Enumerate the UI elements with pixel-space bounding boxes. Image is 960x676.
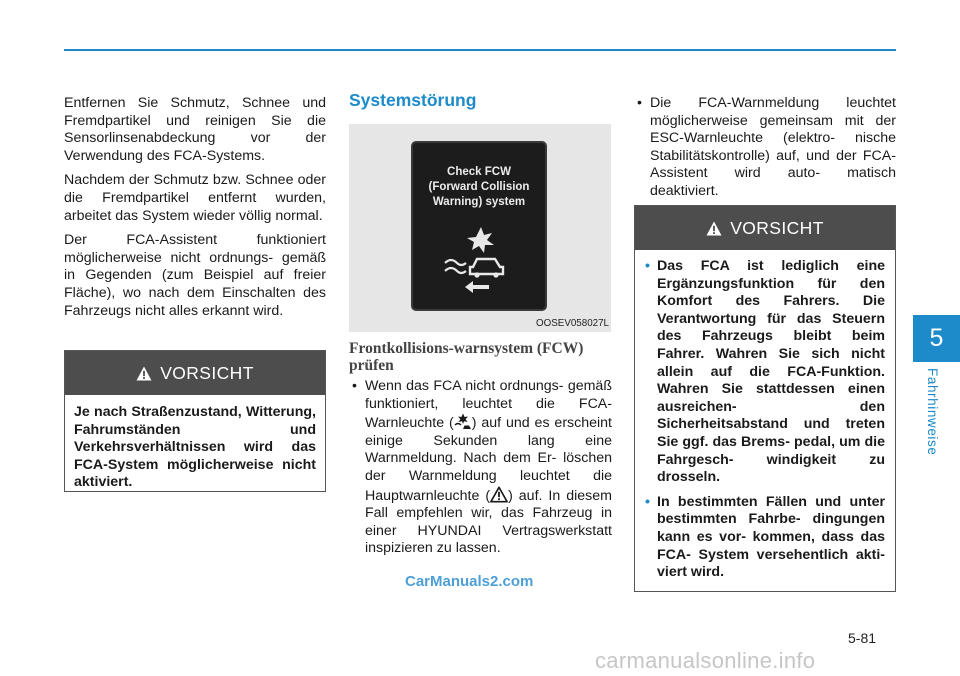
fca-warning-icon [454, 413, 472, 430]
caution-title: VORSICHT [730, 217, 824, 238]
bullet-list [349, 378, 612, 558]
top-rule [64, 49, 896, 51]
paragraph: Entfernen Sie Schmutz, Schnee und Fremdpartikel und reinigen Sie die Sensorlinsenabdeckung vor der Verwendung des FCA-Systems. [64, 95, 326, 164]
caution-header [635, 206, 895, 250]
display-message [413, 165, 545, 210]
chapter-tab[interactable]: 5 [913, 315, 960, 362]
paragraph: Der FCA-Assistent funktioniert möglicherweise nicht ordnungs- gemäß in Gegenden (zum Beispiel auf freier Fläche), wo nach dem Einschalten des Fahrzeugs nicht alles erkannt wird. [64, 232, 326, 319]
caution-item [645, 258, 885, 487]
figure-code: OOSEV058027L [536, 318, 609, 329]
watermark-link[interactable]: CarManuals2.com [405, 573, 534, 590]
bullet-list [634, 95, 896, 201]
display-line: Warning) system [432, 196, 526, 208]
caution-box [634, 205, 896, 592]
caution-header [65, 351, 325, 395]
caution-item [645, 494, 885, 582]
chapter-label: Fahrhinweise [925, 368, 940, 456]
collision-graphic-icon [439, 223, 519, 293]
paragraph: Nachdem der Schmutz bzw. Schnee oder die Fremdpartikel entfernt wurden, arbeitet das System wieder völlig normal. [64, 172, 326, 224]
bullet-text: Wenn das FCA nicht ordnungs- gemäß funktioniert, leuchtet die FCA-Warnleuchte ( [365, 378, 612, 432]
warning-triangle-icon [136, 366, 152, 381]
caution-text: Je nach Straßenzustand, Witterung, Fahrumständen und Verkehrsverhältnissen wird das FCA-System möglicherweise nicht aktiviert. [74, 404, 316, 491]
middle-column [349, 90, 612, 111]
bullet-text: ) auf. In diesem Fall empfehlen wir, das Fahrzeug in einer HYUNDAI Vertragswerkstatt inspizieren zu lassen. [365, 487, 612, 557]
caution-item-text: In bestimmten Fällen und unter bestimmten Fahrbe- dingungen kann es vor- kommen, dass das FCA- System versehentlich akti- viert wird. [657, 493, 885, 581]
bullet-text: ) auf und es erscheint einige Sekunden lang eine Warnmeldung. Nach dem Er- löschen der Warnmeldung leuchtet die Hauptwarnleuchte ( [365, 415, 612, 504]
caution-box [64, 350, 326, 492]
figure [349, 124, 611, 332]
bullet-dot: • [645, 258, 650, 274]
display-line: Check FCW [447, 166, 511, 178]
section-title: Systemstörung [349, 90, 477, 110]
bullet-dot: • [637, 95, 642, 111]
list-item [349, 378, 612, 558]
list-item [634, 95, 896, 201]
cluster-display [411, 141, 547, 311]
caution-title: VORSICHT [160, 362, 254, 383]
bullet-text: Die FCA-Warnmeldung leuchtet möglicherweise gemeinsam mit der ESC-Warnleuchte (elektro- nische Stabilitätskontrolle) auf, und der FCA-Assistent wird auto- matisch deaktiviert. [650, 95, 896, 199]
master-warning-icon [490, 486, 508, 503]
page-number: 5-81 [848, 630, 877, 646]
left-column [64, 95, 326, 327]
subsection-title: Frontkollisions-warnsystem (FCW) prüfen [349, 340, 584, 374]
footer-watermark: carmanualsonline.info [595, 648, 816, 673]
caution-content [635, 250, 895, 599]
caution-item-text: Das FCA ist lediglich eine Ergänzungsfunktion für den Komfort des Fahrers. Die Verantwortung für das Steuern des Fahrzeugs bleibt beim Fahrer. Wahren Sie sich nicht allein auf die FCA-Funktion. Wahren Sie stattdessen einen ausreichen- den Sicherheitsabstand und treten Sie ggf. das Brems- pedal, um die Fahrgesch- windigkeit zu drosseln. [657, 258, 885, 486]
display-line: (Forward Collision [428, 181, 530, 193]
bullet-dot: • [645, 493, 650, 510]
bullet-dot: • [352, 378, 357, 394]
warning-triangle-icon [706, 221, 722, 236]
